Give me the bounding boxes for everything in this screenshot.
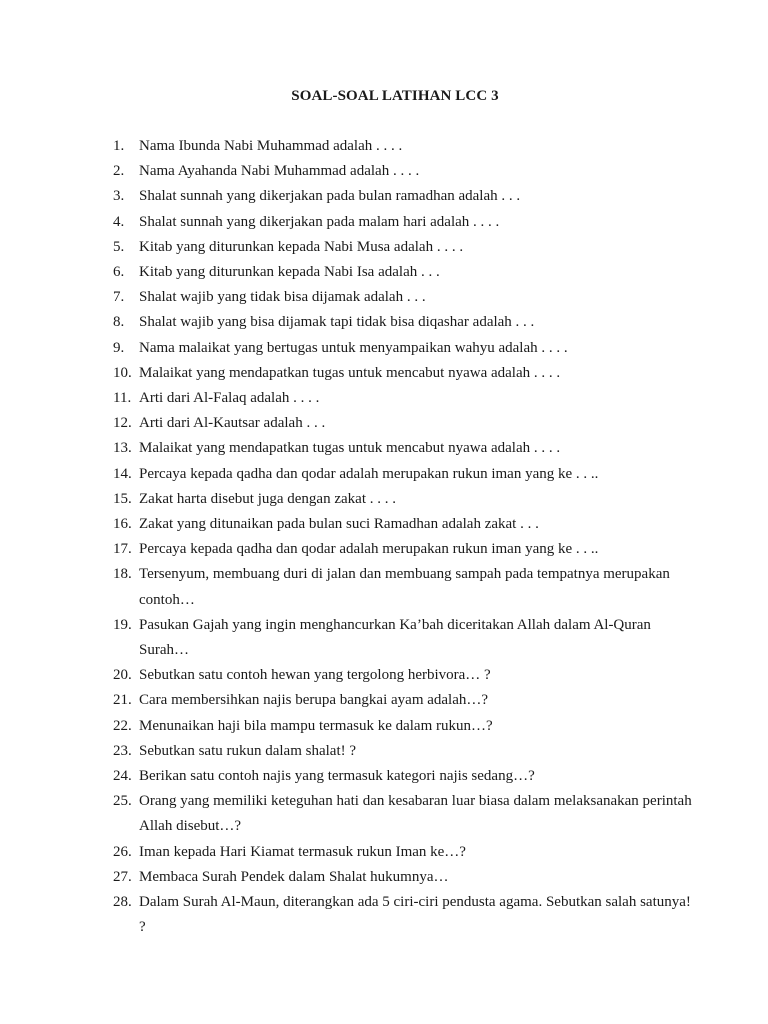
question-number: 3. — [113, 188, 125, 205]
question-item — [113, 235, 693, 260]
question-number: 17. — [113, 541, 132, 558]
question-item — [113, 487, 693, 512]
question-number: 24. — [113, 768, 132, 785]
question-item — [113, 436, 693, 461]
question-item — [113, 159, 693, 184]
question-text: Shalat wajib yang tidak bisa dijamak adalah . . . — [139, 289, 426, 306]
question-item — [113, 411, 693, 436]
question-number: 13. — [113, 440, 132, 457]
question-item — [113, 210, 693, 235]
question-text: Sebutkan satu rukun dalam shalat! ? — [139, 742, 357, 759]
question-list — [113, 134, 693, 941]
question-number: 26. — [113, 843, 132, 860]
question-text: Nama Ibunda Nabi Muhammad adalah . . . . — [139, 138, 403, 154]
question-text: Sebutkan satu contoh hewan yang tergolong herbivora… ? — [139, 667, 491, 684]
question-item — [113, 361, 693, 386]
question-number: 15. — [113, 490, 132, 507]
document-title: SOAL-SOAL LATIHAN LCC 3 — [291, 88, 499, 104]
question-item — [113, 386, 693, 411]
question-number: 16. — [113, 516, 132, 533]
question-text: Malaikat yang mendapatkan tugas untuk mencabut nyawa adalah . . . . — [139, 440, 561, 457]
question-item — [113, 462, 693, 487]
question-number: 9. — [113, 339, 125, 356]
question-text: Kitab yang diturunkan kepada Nabi Isa adalah . . . — [139, 264, 440, 281]
question-text: Zakat harta disebut juga dengan zakat . . . . — [139, 490, 396, 507]
question-number: 5. — [113, 238, 125, 255]
question-item — [113, 310, 693, 335]
question-number: 28. — [113, 894, 132, 911]
question-text: Shalat sunnah yang dikerjakan pada malam hari adalah . . . . — [139, 213, 500, 230]
question-item — [113, 562, 693, 612]
question-item — [113, 688, 693, 713]
question-text: Iman kepada Hari Kiamat termasuk rukun Iman ke…? — [139, 843, 466, 860]
question-text: Nama Ayahanda Nabi Muhammad adalah . . . . — [139, 163, 420, 180]
question-text: Percaya kepada qadha dan qodar adalah merupakan rukun iman yang ke . . .. — [139, 541, 599, 558]
question-item — [113, 184, 693, 209]
question-text: Berikan satu contoh najis yang termasuk kategori najis sedang…? — [139, 768, 535, 785]
question-number: 8. — [113, 314, 125, 331]
question-item — [113, 764, 693, 789]
question-number: 23. — [113, 742, 132, 759]
question-text: Kitab yang diturunkan kepada Nabi Musa adalah . . . . — [139, 238, 464, 255]
question-item — [113, 663, 693, 688]
question-item — [113, 260, 693, 285]
question-number: 27. — [113, 868, 132, 885]
question-number: 6. — [113, 264, 125, 281]
question-number: 12. — [113, 415, 132, 432]
question-number: 25. — [113, 793, 132, 810]
question-number: 2. — [113, 163, 125, 180]
question-text: Shalat sunnah yang dikerjakan pada bulan ramadhan adalah . . . — [139, 188, 521, 205]
question-number: 11. — [113, 390, 132, 407]
question-text: Cara membersihkan najis berupa bangkai ayam adalah…? — [139, 692, 489, 709]
question-item — [113, 840, 693, 865]
question-item — [113, 613, 693, 663]
question-item — [113, 714, 693, 739]
question-item — [113, 890, 693, 940]
question-number: 1. — [113, 138, 125, 154]
question-text: Malaikat yang mendapatkan tugas untuk mencabut nyawa adalah . . . . — [139, 364, 561, 381]
question-item — [113, 285, 693, 310]
question-text: Dalam Surah Al-Maun, diterangkan ada 5 ciri-ciri pendusta agama. Sebutkan salah satunya! ? — [139, 894, 691, 936]
question-text: Shalat wajib yang bisa dijamak tapi tidak bisa diqashar adalah . . . — [139, 314, 535, 331]
question-text: Arti dari Al-Falaq adalah . . . . — [139, 390, 320, 407]
question-number: 19. — [113, 616, 132, 633]
question-text: Pasukan Gajah yang ingin menghancurkan Ka’bah diceritakan Allah dalam Al-Quran Surah… — [139, 616, 651, 659]
question-text: Percaya kepada qadha dan qodar adalah merupakan rukun iman yang ke . . .. — [139, 465, 599, 482]
question-item — [113, 512, 693, 537]
question-item — [113, 537, 693, 562]
question-number: 7. — [113, 289, 125, 306]
question-number: 18. — [113, 566, 132, 583]
question-number: 10. — [113, 364, 132, 381]
question-item — [113, 739, 693, 764]
question-text: Tersenyum, membuang duri di jalan dan membuang sampah pada tempatnya merupakan contoh… — [139, 566, 670, 608]
question-text: Arti dari Al-Kautsar adalah . . . — [139, 415, 326, 432]
question-text: Menunaikan haji bila mampu termasuk ke dalam rukun…? — [139, 717, 493, 734]
question-text: Zakat yang ditunaikan pada bulan suci Ramadhan adalah zakat . . . — [139, 516, 539, 533]
question-text: Orang yang memiliki keteguhan hati dan kesabaran luar biasa dalam melaksanakan perintah Allah disebut…? — [139, 793, 692, 835]
question-number: 4. — [113, 213, 125, 230]
question-item — [113, 865, 693, 890]
question-number: 14. — [113, 465, 132, 482]
question-number: 20. — [113, 667, 132, 684]
question-text: Membaca Surah Pendek dalam Shalat hukumnya… — [139, 868, 449, 885]
question-item — [113, 789, 693, 839]
question-number: 22. — [113, 717, 132, 734]
question-item — [113, 336, 693, 361]
question-number: 21. — [113, 692, 132, 709]
question-item — [113, 134, 693, 159]
question-text: Nama malaikat yang bertugas untuk menyampaikan wahyu adalah . . . . — [139, 339, 568, 356]
